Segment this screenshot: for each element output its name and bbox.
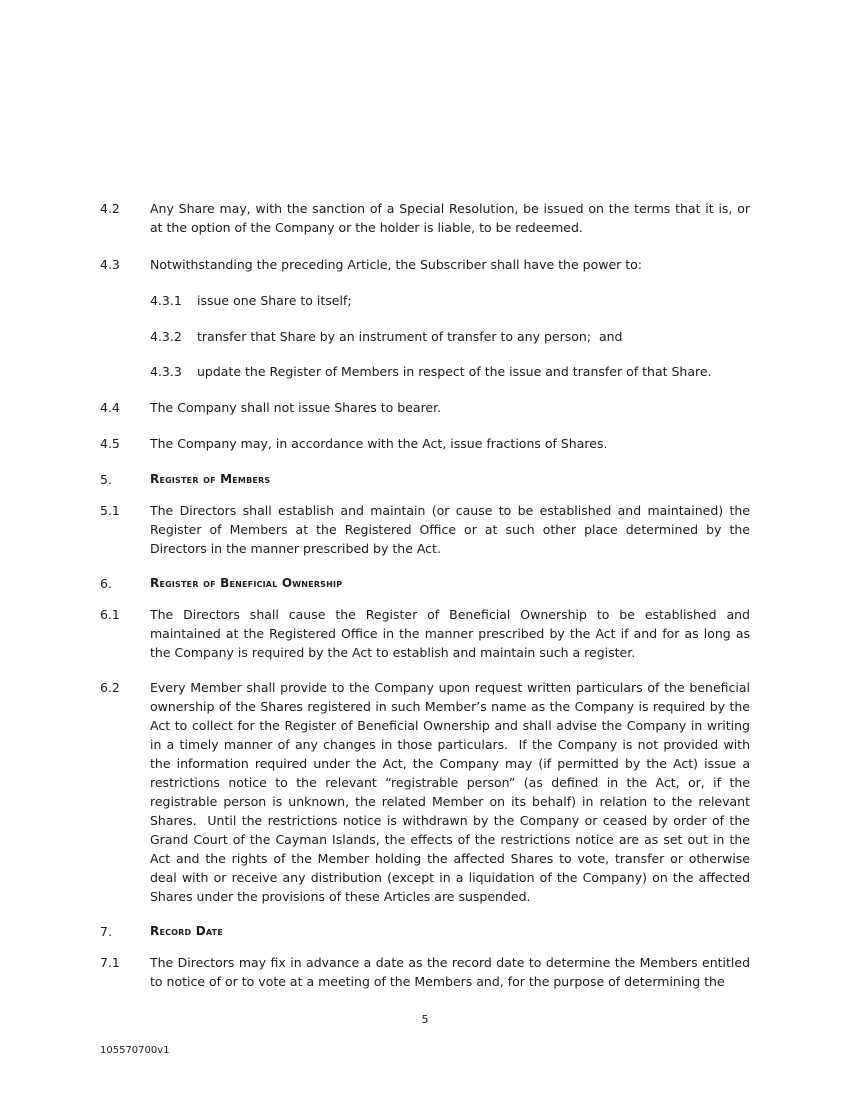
clause-text: Every Member shall provide to the Company upon request written particulars of the beneficial ownership of the Shares registered in such Member’s name as the Company is required by the Act to collect for the Register of Beneficial Ownership and shall advise the Company in writing in a timely manner of any changes in those particulars. If the Company is not provided with the information required under the Act, the Company may (if permitted by the Act) issue a restrictions notice to the relevant “registrable person” (as defined in the Act, or, if the registrable person is unknown, the related Member on its behalf) in relation to the relevant Shares. Until the restrictions notice is withdrawn by the Company or ceased by order of the Grand Court of the Cayman Islands, the effects of the restrictions notice are as set out in the Act and the rights of the Member holding the affected Shares to vote, transfer or otherwise deal with or receive any distribution (except in a liquidation of the Company) on the affected Shares under the provisions of these Articles are suspended. (150, 680, 754, 904)
clause-text: The Company may, in accordance with the Act, issue fractions of Shares. (150, 436, 608, 451)
clause-number: 4.2 (100, 201, 120, 216)
clause-4-3 (100, 255, 750, 274)
clause-number: 4.3 (100, 257, 120, 272)
clause-text: Notwithstanding the preceding Article, the Subscriber shall have the power to: (150, 257, 643, 272)
clause-text: The Directors shall cause the Register of Beneficial Ownership to be established and maintained at the Registered Office in the manner prescribed by the Act if and for as long as the Company is required by the Act to establish and maintain such a register. (150, 607, 754, 660)
document-id: 105570700v1 (100, 1045, 170, 1056)
section-number: 5. (100, 472, 112, 487)
subclause-text: transfer that Share by an instrument of transfer to any person; and (197, 329, 623, 344)
subclause-number: 4.3.3 (150, 364, 182, 379)
clause-text: The Directors shall establish and maintain (or cause to be established and maintained) the Register of Members at the Registered Office or at such other place determined by the Directors in the manner prescribed by the Act. (150, 503, 754, 556)
subclause-text: update the Register of Members in respect of the issue and transfer of that Share. (197, 364, 712, 379)
clause-4-5 (100, 434, 750, 453)
clause-4-3-1 (100, 291, 750, 310)
section-heading-5 (100, 470, 750, 489)
clause-4-3-3 (100, 362, 750, 381)
clause-number: 5.1 (100, 503, 120, 518)
clause-text: The Directors may fix in advance a date as the record date to determine the Members entitled to notice of or to vote at a meeting of the Members and, for the purpose of determining the (150, 955, 754, 989)
subclause-number: 4.3.1 (150, 293, 182, 308)
clause-6-1 (100, 605, 754, 662)
clause-text: The Company shall not issue Shares to bearer. (150, 400, 442, 415)
clause-number: 7.1 (100, 955, 120, 970)
section-heading-7 (100, 922, 750, 941)
article-body (100, 199, 754, 991)
clause-4-4 (100, 398, 750, 417)
clause-number: 4.5 (100, 436, 120, 451)
clause-number: 6.1 (100, 607, 120, 622)
clause-7-1 (100, 953, 754, 991)
clause-5-1 (100, 501, 754, 558)
section-title: Record Date (150, 924, 224, 938)
page-number: 5 (421, 1013, 429, 1026)
section-heading-6 (100, 574, 750, 593)
subclause-text: issue one Share to itself; (197, 293, 352, 308)
clause-text: Any Share may, with the sanction of a Special Resolution, be issued on the terms that it is, or at the option of the Company or the holder is liable, to be redeemed. (150, 201, 754, 235)
clause-number: 6.2 (100, 680, 120, 695)
section-number: 6. (100, 576, 112, 591)
clause-6-2 (100, 678, 754, 906)
section-number: 7. (100, 924, 112, 939)
clause-number: 4.4 (100, 400, 120, 415)
section-title: Register of Beneficial Ownership (150, 576, 343, 590)
clause-4-3-2 (100, 327, 750, 346)
subclause-number: 4.3.2 (150, 329, 182, 344)
section-title: Register of Members (150, 472, 271, 486)
clause-4-2 (100, 199, 754, 237)
